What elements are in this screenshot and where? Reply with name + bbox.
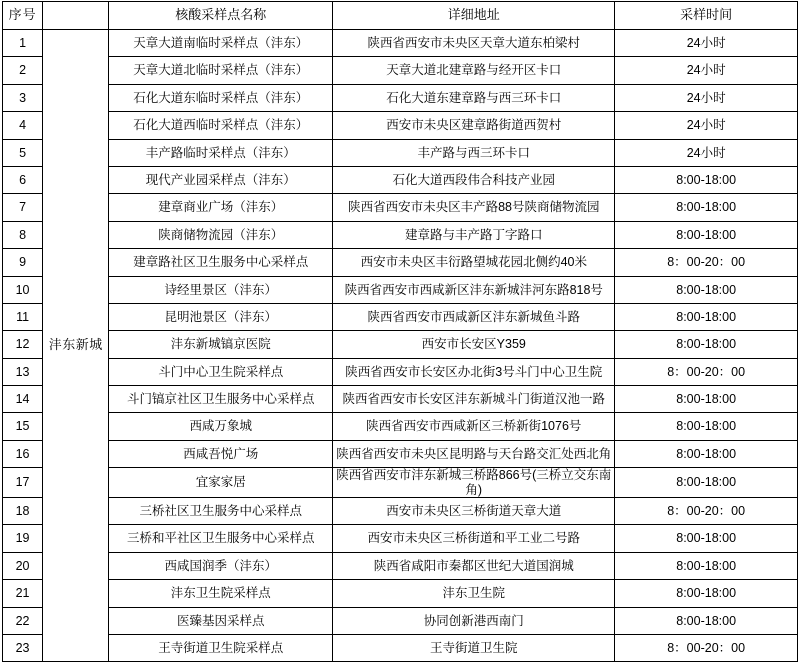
table-row <box>3 386 798 413</box>
table-row <box>3 634 798 661</box>
cell-time: 8：00-20：00 <box>615 498 798 525</box>
cell-index: 12 <box>3 331 43 358</box>
column-header-area <box>43 2 109 30</box>
cell-site-name: 三桥社区卫生服务中心采样点 <box>109 498 333 525</box>
cell-site-name: 建章路社区卫生服务中心采样点 <box>109 249 333 276</box>
column-header-index: 序号 <box>3 2 43 30</box>
cell-index: 7 <box>3 194 43 221</box>
table-row <box>3 358 798 385</box>
table-header <box>3 2 798 30</box>
cell-index: 2 <box>3 57 43 84</box>
cell-time: 24小时 <box>615 30 798 57</box>
cell-site-name: 西咸吾悦广场 <box>109 440 333 467</box>
cell-time: 8:00-18:00 <box>615 166 798 193</box>
cell-time: 8：00-20：00 <box>615 358 798 385</box>
cell-address: 西安市未央区建章路街道西贺村 <box>333 112 615 139</box>
cell-index: 4 <box>3 112 43 139</box>
table-row <box>3 112 798 139</box>
table-row <box>3 552 798 579</box>
cell-address: 西安市未央区丰衍路望城花园北侧约40米 <box>333 249 615 276</box>
cell-index: 10 <box>3 276 43 303</box>
cell-time: 8:00-18:00 <box>615 440 798 467</box>
table-row <box>3 468 798 498</box>
cell-time: 8:00-18:00 <box>615 221 798 248</box>
cell-time: 8:00-18:00 <box>615 607 798 634</box>
cell-address: 天章大道北建章路与经开区卡口 <box>333 57 615 84</box>
cell-time: 24小时 <box>615 84 798 111</box>
cell-address: 西安市未央区三桥街道和平工业二号路 <box>333 525 615 552</box>
cell-area: 沣东新城 <box>43 30 109 662</box>
cell-site-name: 斗门中心卫生院采样点 <box>109 358 333 385</box>
cell-time: 24小时 <box>615 57 798 84</box>
cell-site-name: 沣东新城镐京医院 <box>109 331 333 358</box>
cell-index: 21 <box>3 580 43 607</box>
cell-address: 石化大道西段伟合科技产业园 <box>333 166 615 193</box>
cell-time: 24小时 <box>615 112 798 139</box>
cell-site-name: 沣东卫生院采样点 <box>109 580 333 607</box>
cell-site-name: 石化大道西临时采样点（沣东） <box>109 112 333 139</box>
cell-address: 建章路与丰产路丁字路口 <box>333 221 615 248</box>
table-row <box>3 440 798 467</box>
table-row <box>3 249 798 276</box>
cell-site-name: 宜家家居 <box>109 468 333 498</box>
cell-site-name: 诗经里景区（沣东） <box>109 276 333 303</box>
cell-time: 8：00-20：00 <box>615 634 798 661</box>
cell-site-name: 西咸国润季（沣东） <box>109 552 333 579</box>
cell-index: 16 <box>3 440 43 467</box>
cell-index: 1 <box>3 30 43 57</box>
cell-address: 丰产路与西三环卡口 <box>333 139 615 166</box>
cell-index: 14 <box>3 386 43 413</box>
cell-index: 18 <box>3 498 43 525</box>
table-row <box>3 331 798 358</box>
cell-index: 9 <box>3 249 43 276</box>
cell-time: 8:00-18:00 <box>615 386 798 413</box>
cell-address: 西安市未央区三桥街道天章大道 <box>333 498 615 525</box>
cell-index: 23 <box>3 634 43 661</box>
cell-address: 陕西省咸阳市秦都区世纪大道国润城 <box>333 552 615 579</box>
table-row <box>3 30 798 57</box>
table-row <box>3 413 798 440</box>
cell-site-name: 陕商储物流园（沣东） <box>109 221 333 248</box>
table-row <box>3 84 798 111</box>
cell-address: 沣东卫生院 <box>333 580 615 607</box>
cell-site-name: 王寺街道卫生院采样点 <box>109 634 333 661</box>
cell-address: 陕西省西安市沣东新城三桥路866号(三桥立交东南角) <box>333 468 615 498</box>
cell-site-name: 现代产业园采样点（沣东） <box>109 166 333 193</box>
cell-time: 8:00-18:00 <box>615 580 798 607</box>
table-row <box>3 139 798 166</box>
cell-index: 17 <box>3 468 43 498</box>
cell-time: 8:00-18:00 <box>615 331 798 358</box>
cell-index: 20 <box>3 552 43 579</box>
cell-index: 8 <box>3 221 43 248</box>
cell-index: 15 <box>3 413 43 440</box>
cell-index: 13 <box>3 358 43 385</box>
cell-time: 8:00-18:00 <box>615 525 798 552</box>
sampling-sites-sheet <box>0 1 800 662</box>
cell-time: 8:00-18:00 <box>615 194 798 221</box>
cell-site-name: 昆明池景区（沣东） <box>109 303 333 330</box>
cell-index: 3 <box>3 84 43 111</box>
cell-site-name: 医臻基因采样点 <box>109 607 333 634</box>
cell-address: 石化大道东建章路与西三环卡口 <box>333 84 615 111</box>
cell-index: 11 <box>3 303 43 330</box>
cell-site-name: 丰产路临时采样点（沣东） <box>109 139 333 166</box>
cell-time: 24小时 <box>615 139 798 166</box>
column-header-address: 详细地址 <box>333 2 615 30</box>
cell-site-name: 建章商业广场（沣东） <box>109 194 333 221</box>
table-row <box>3 580 798 607</box>
table-row <box>3 276 798 303</box>
cell-index: 19 <box>3 525 43 552</box>
cell-site-name: 天章大道北临时采样点（沣东） <box>109 57 333 84</box>
cell-address: 西安市长安区Y359 <box>333 331 615 358</box>
cell-address: 陕西省西安市西咸新区三桥新街1076号 <box>333 413 615 440</box>
cell-address: 陕西省西安市长安区办北街3号斗门中心卫生院 <box>333 358 615 385</box>
cell-time: 8：00-20：00 <box>615 249 798 276</box>
cell-time: 8:00-18:00 <box>615 276 798 303</box>
cell-address: 陕西省西安市未央区丰产路88号陕商储物流园 <box>333 194 615 221</box>
sampling-sites-table <box>2 1 798 662</box>
cell-index: 6 <box>3 166 43 193</box>
cell-address: 陕西省西安市西咸新区沣东新城沣河东路818号 <box>333 276 615 303</box>
table-row <box>3 498 798 525</box>
cell-time: 8:00-18:00 <box>615 552 798 579</box>
table-row <box>3 607 798 634</box>
table-body <box>3 30 798 662</box>
cell-time: 8:00-18:00 <box>615 303 798 330</box>
header-row <box>3 2 798 30</box>
cell-address: 陕西省西安市未央区昆明路与天台路交汇处西北角 <box>333 440 615 467</box>
table-row <box>3 525 798 552</box>
table-row <box>3 221 798 248</box>
cell-site-name: 天章大道南临时采样点（沣东） <box>109 30 333 57</box>
cell-time: 8:00-18:00 <box>615 468 798 498</box>
column-header-time: 采样时间 <box>615 2 798 30</box>
cell-site-name: 石化大道东临时采样点（沣东） <box>109 84 333 111</box>
cell-address: 陕西省西安市未央区天章大道东柏梁村 <box>333 30 615 57</box>
cell-address: 陕西省西安市长安区沣东新城斗门街道汉池一路 <box>333 386 615 413</box>
table-row <box>3 194 798 221</box>
cell-site-name: 西咸万象城 <box>109 413 333 440</box>
cell-time: 8:00-18:00 <box>615 413 798 440</box>
cell-address: 王寺街道卫生院 <box>333 634 615 661</box>
table-row <box>3 166 798 193</box>
table-row <box>3 303 798 330</box>
cell-site-name: 斗门镐京社区卫生服务中心采样点 <box>109 386 333 413</box>
column-header-name: 核酸采样点名称 <box>109 2 333 30</box>
cell-site-name: 三桥和平社区卫生服务中心采样点 <box>109 525 333 552</box>
cell-address: 陕西省西安市西咸新区沣东新城鱼斗路 <box>333 303 615 330</box>
cell-address: 协同创新港西南门 <box>333 607 615 634</box>
table-row <box>3 57 798 84</box>
cell-index: 5 <box>3 139 43 166</box>
cell-index: 22 <box>3 607 43 634</box>
